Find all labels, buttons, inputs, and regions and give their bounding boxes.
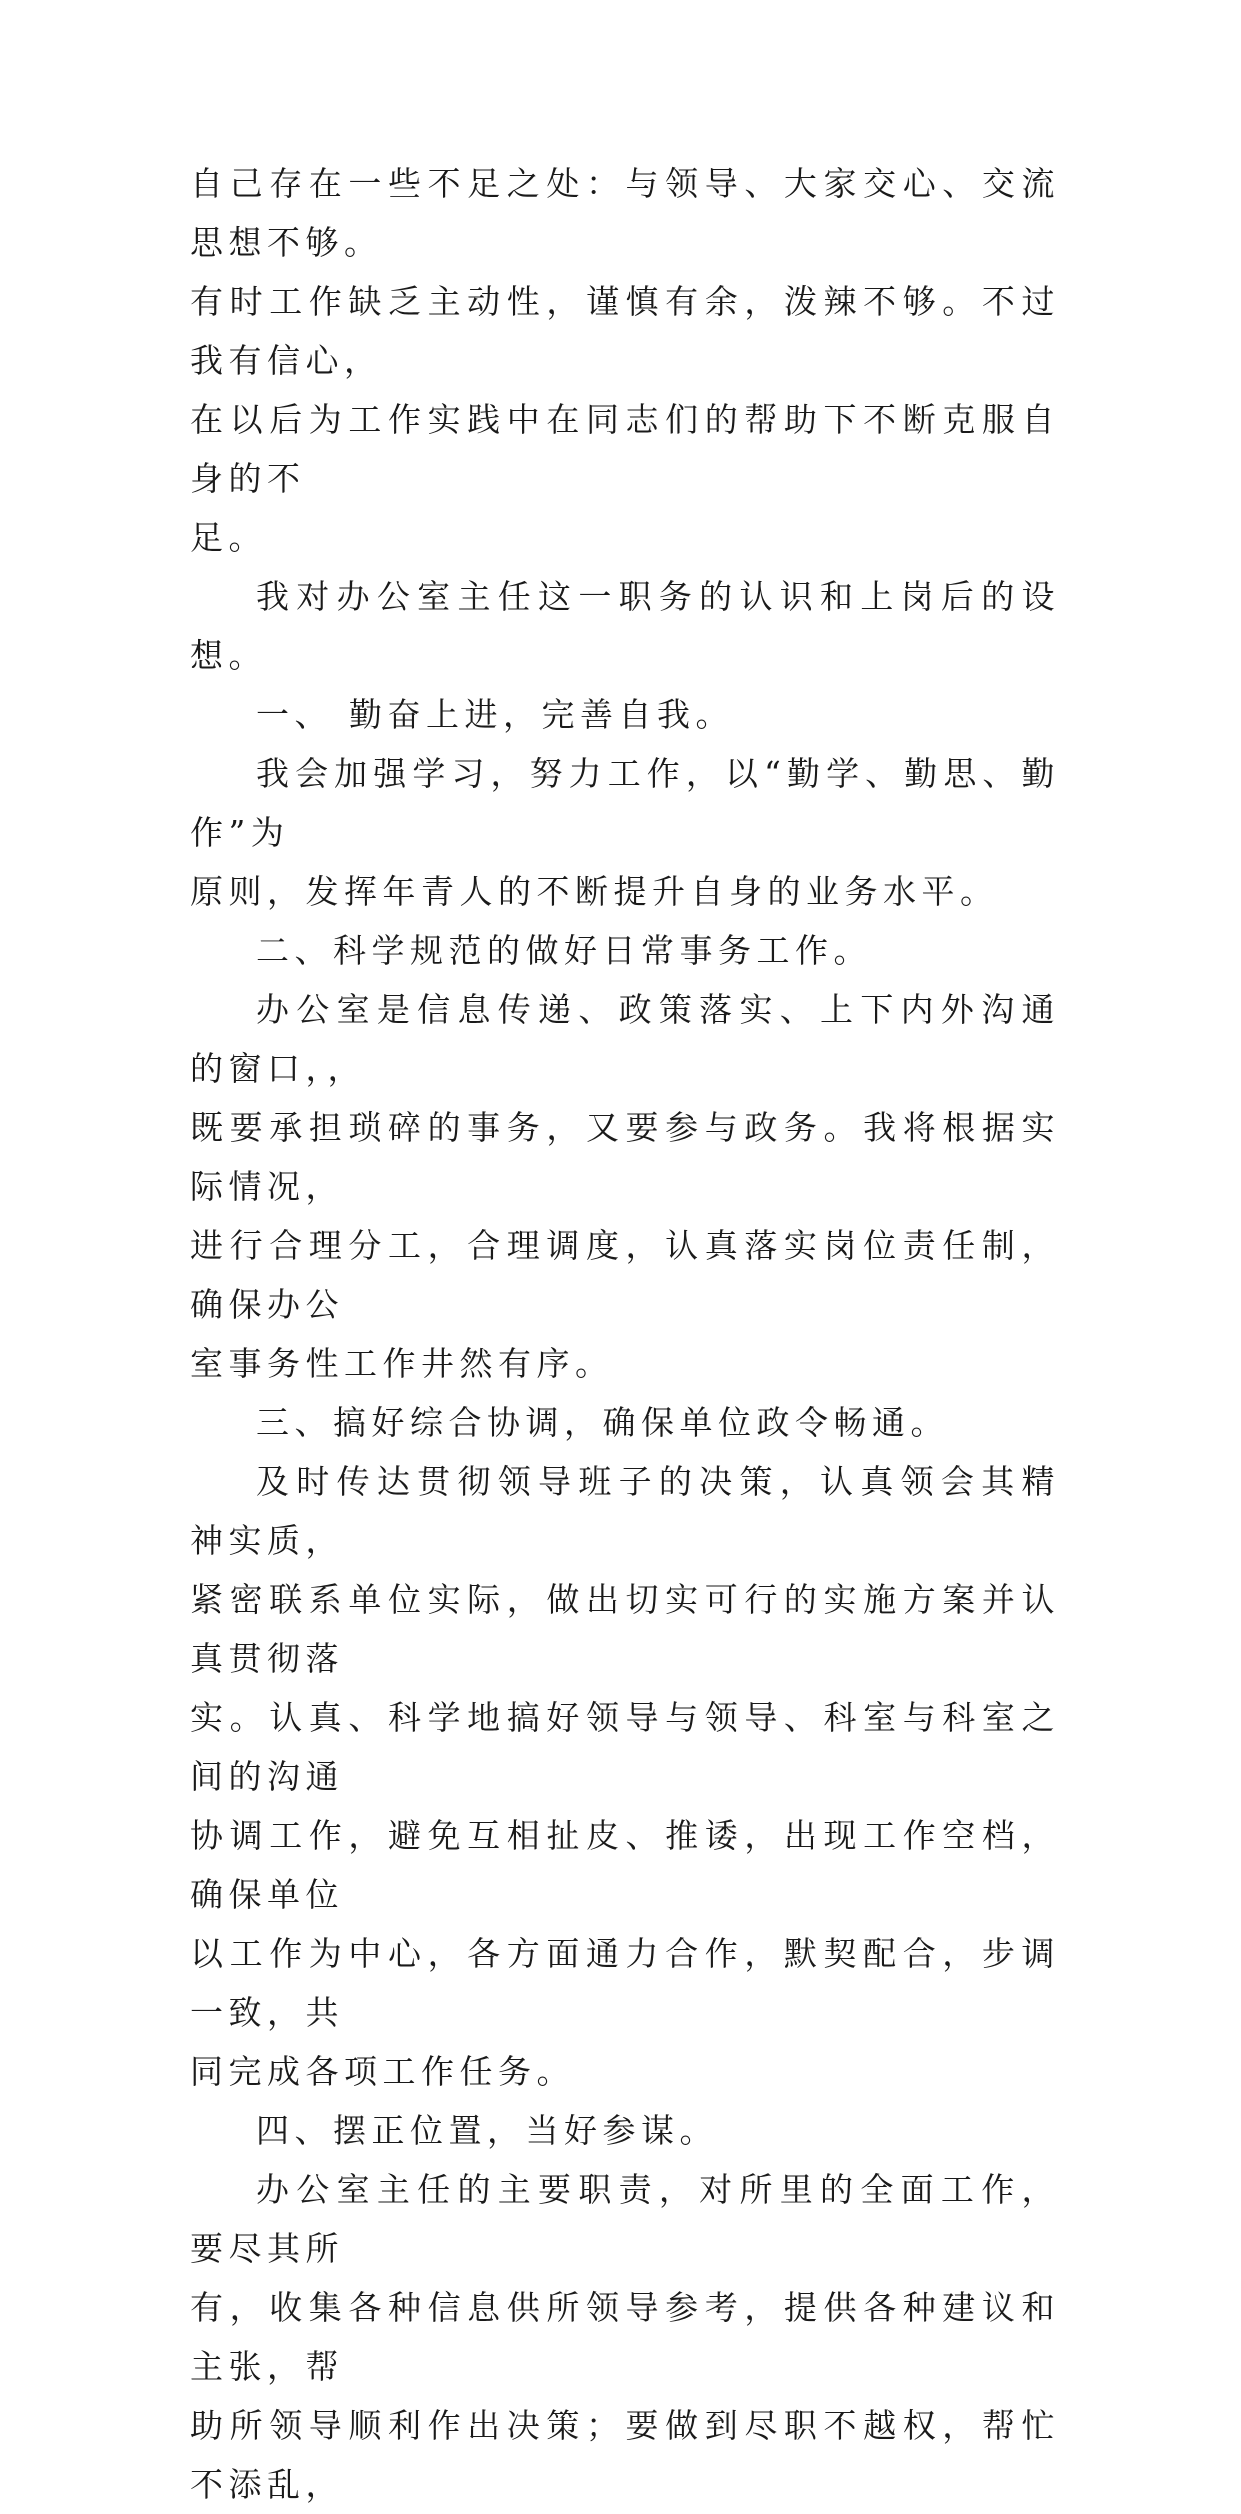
section-heading-4: 四、摆正位置，当好参谋。: [256, 2111, 718, 2150]
paragraph-shortcomings: 自己存在一些不足之处：与领导、大家交心、交流思想不够。 有时工作缺乏主动性，谨慎有余，泼辣不够。不过我有信心， 在以后为工作实践中在同志们的帮助下不断克服自身的不 足。: [190, 164, 1060, 557]
section-heading-1: 一、 勤奋上进，完善自我。: [256, 695, 734, 734]
paragraph-section-4: 办公室主任的主要职责，对所里的全面工作，要尽其所 有，收集各种信息供所领导参考，提供各种建议和主张，帮 助所领导顺利作出决策；要做到尽职不越权，帮忙不添乱，: [190, 2170, 1060, 2504]
section-heading-3: 三、搞好综合协调，确保单位政令畅通。: [256, 1403, 949, 1442]
paragraph-section-3: 及时传达贯彻领导班子的决策，认真领会其精神实质， 紧密联系单位实际，做出切实可行的实施方案并认真贯彻落 实。认真、科学地搞好领导与领导、科室与科室之间的沟通 协调工作，避免互相扯皮、推诿，出现工作空档，确保单位 以工作为中心，各方面通力合作，默契配合，步调一致，共 同完成各项工作任务。: [190, 1462, 1060, 2091]
document-body: [190, 154, 1060, 2514]
paragraph-section-2: 办公室是信息传递、政策落实、上下内外沟通的窗口，， 既要承担琐碎的事务，又要参与政务。我将根据实际情况， 进行合理分工，合理调度，认真落实岗位责任制，确保办公 室事务性工作井然有序。: [190, 990, 1060, 1383]
paragraph-section-1: 我会加强学习，努力工作，以“勤学、勤思、勤作”为 原则，发挥年青人的不断提升自身的业务水平。: [190, 754, 1060, 911]
section-heading-2: 二、科学规范的做好日常事务工作。: [256, 931, 872, 970]
paragraph-intro-heading: 我对办公室主任这一职务的认识和上岗后的设想。: [190, 577, 1060, 675]
